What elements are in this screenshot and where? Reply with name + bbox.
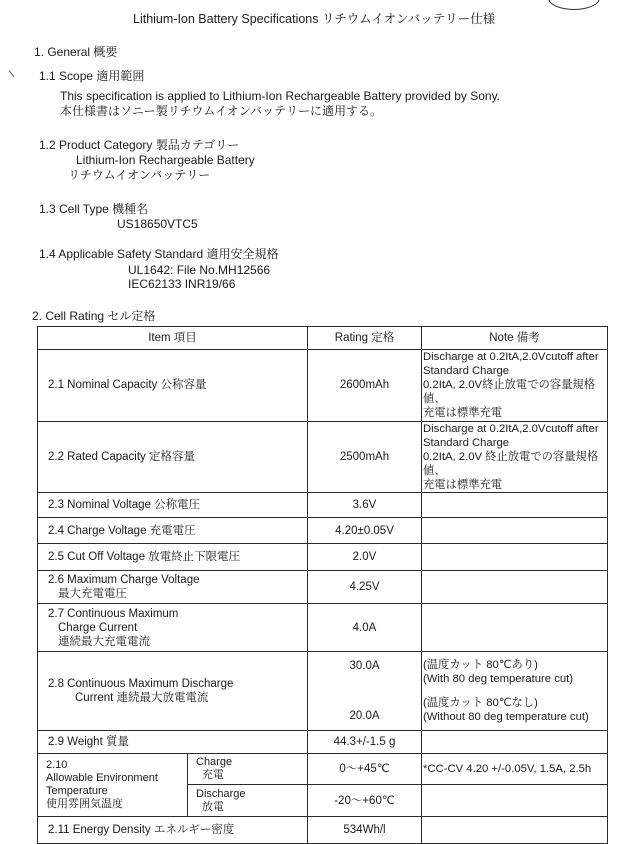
row-value: 44.3+/-1.5 g — [308, 731, 422, 754]
value-with-cut: 30.0A — [349, 660, 380, 673]
cell-rating-table — [37, 326, 608, 844]
label-line: 2.6 Maximum Charge Voltage — [48, 573, 200, 586]
table-row — [38, 570, 608, 603]
cell-type-heading: 1.3 Cell Type 機種名 — [39, 202, 149, 216]
charge-temp-value: 0～+45℃ — [308, 754, 422, 785]
note-line: 0.2ItA, 2.0V 終止放電での容量規格値、 — [423, 450, 599, 477]
row-note — [422, 652, 608, 731]
header-item: Item 項目 — [38, 327, 308, 350]
table-row — [38, 731, 608, 754]
row-note — [422, 816, 608, 843]
table-row — [38, 350, 608, 422]
row-note — [422, 421, 608, 493]
category-text-ja: リチウムイオンバッテリー — [68, 168, 211, 182]
section-general-heading: 1. General 概要 — [34, 45, 118, 59]
note-line: (温度カット 80℃なし) — [423, 697, 538, 710]
header-rating: Rating 定格 — [308, 327, 422, 350]
header-note: Note 備考 — [422, 327, 608, 350]
row-value: 4.0A — [308, 604, 422, 652]
note-line: Standard Charge — [423, 436, 510, 449]
safety-ul: UL1642: File No.MH12566 — [128, 263, 271, 277]
note-line: 充電は標準充電 — [423, 478, 503, 491]
note-line: 0.2ItA, 2.0V終止放電での容量規格値、 — [423, 379, 596, 406]
row-label — [38, 652, 308, 731]
row-value: 4.25V — [308, 570, 422, 603]
label-line: 2.8 Continuous Maximum Discharge — [48, 678, 234, 691]
row-label: 2.4 Charge Voltage 充電電圧 — [38, 518, 308, 543]
discharge-sublabel — [188, 785, 308, 816]
row-value: 2500mAh — [308, 421, 422, 493]
note-line: (With 80 deg temperature cut) — [423, 673, 574, 686]
row-value: 534Wh/l — [308, 816, 422, 843]
note-line: (温度カット 80℃あり) — [423, 659, 538, 672]
category-heading: 1.2 Product Category 製品カテゴリー — [39, 138, 240, 152]
label-line: 連続最大充電電流 — [58, 635, 150, 648]
discharge-temp-value: -20～+60℃ — [308, 785, 422, 816]
table-row — [38, 754, 608, 785]
row-label: 2.3 Nominal Voltage 公称電圧 — [38, 493, 308, 518]
label-line: Current 連続最大放電電流 — [75, 692, 209, 705]
row-note — [422, 604, 608, 652]
label-line: 充電 — [202, 769, 224, 782]
row-note — [422, 350, 608, 422]
row-label: 2.2 Rated Capacity 定格容量 — [38, 421, 308, 493]
scope-heading: 1.1 Scope 適用範囲 — [39, 69, 145, 83]
row-value: 4.20±0.05V — [308, 518, 422, 543]
row-label: 2.9 Weight 質量 — [38, 731, 308, 754]
table-row — [38, 421, 608, 493]
label-line: Allowable Environment — [46, 771, 158, 784]
note-line: 充電は標準充電 — [423, 407, 503, 420]
label-line: Discharge — [196, 787, 246, 800]
row-note — [422, 570, 608, 603]
table-row — [38, 816, 608, 843]
note-line: (Without 80 deg temperature cut) — [423, 711, 589, 724]
table-row — [38, 604, 608, 652]
row-note — [422, 543, 608, 570]
scope-text-en: This specification is applied to Lithium-Ion Rechargeable Battery provided by Sony. — [60, 89, 501, 103]
label-line: Temperature — [46, 784, 108, 797]
charge-note: *CC-CV 4.20 +/-0.05V, 1.5A, 2.5h — [422, 754, 608, 785]
table-row — [38, 518, 608, 543]
page-corner-mark — [548, 0, 600, 10]
row-label: 2.1 Nominal Capacity 公称容量 — [38, 350, 308, 422]
safety-iec: IEC62133 INR19/66 — [128, 277, 236, 291]
label-line: 放電 — [202, 800, 224, 813]
table-header-row — [38, 327, 608, 350]
note-line: Discharge at 0.2ItA,2.0Vcutoff after — [423, 422, 599, 435]
cell-type-value: US18650VTC5 — [117, 217, 198, 231]
row-label — [38, 570, 308, 603]
label-line: 最大充電電圧 — [58, 587, 127, 600]
row-value — [308, 652, 422, 731]
row-value: 3.6V — [308, 493, 422, 518]
note-line: Discharge at 0.2ItA,2.0Vcutoff after — [423, 351, 599, 364]
table-row — [38, 543, 608, 570]
charge-sublabel — [188, 754, 308, 785]
document-title: Lithium-Ion Battery Specifications リチウムイオンバッテリー仕様 — [133, 12, 496, 26]
table-row — [38, 652, 608, 731]
scan-mark — [8, 65, 20, 77]
row-value: 2600mAh — [308, 350, 422, 422]
label-line: Charge Current — [58, 621, 138, 634]
label-line: 2.7 Continuous Maximum — [48, 607, 179, 620]
label-line: 使用雰囲気温度 — [46, 797, 123, 810]
row-note — [422, 493, 608, 518]
value-without-cut: 20.0A — [349, 710, 380, 723]
row-note — [422, 731, 608, 754]
row-label: 2.5 Cut Off Voltage 放電終止下限電圧 — [38, 543, 308, 570]
row-note — [422, 518, 608, 543]
label-line: 2.10 — [46, 758, 68, 771]
category-text-en: Lithium-Ion Rechargeable Battery — [76, 153, 255, 167]
row-label: 2.11 Energy Density エネルギー密度 — [38, 816, 308, 843]
row-note — [422, 785, 608, 816]
row-label — [38, 754, 188, 816]
note-line: Standard Charge — [423, 365, 510, 378]
label-line: Charge — [196, 756, 233, 769]
section-rating-heading: 2. Cell Rating セル定格 — [32, 309, 156, 323]
scope-text-ja: 本仕様書はソニー製リチウムイオンバッテリーに適用する。 — [60, 104, 382, 118]
table-row — [38, 493, 608, 518]
row-label — [38, 604, 308, 652]
row-value: 2.0V — [308, 543, 422, 570]
safety-heading: 1.4 Applicable Safety Standard 適用安全規格 — [39, 247, 279, 261]
